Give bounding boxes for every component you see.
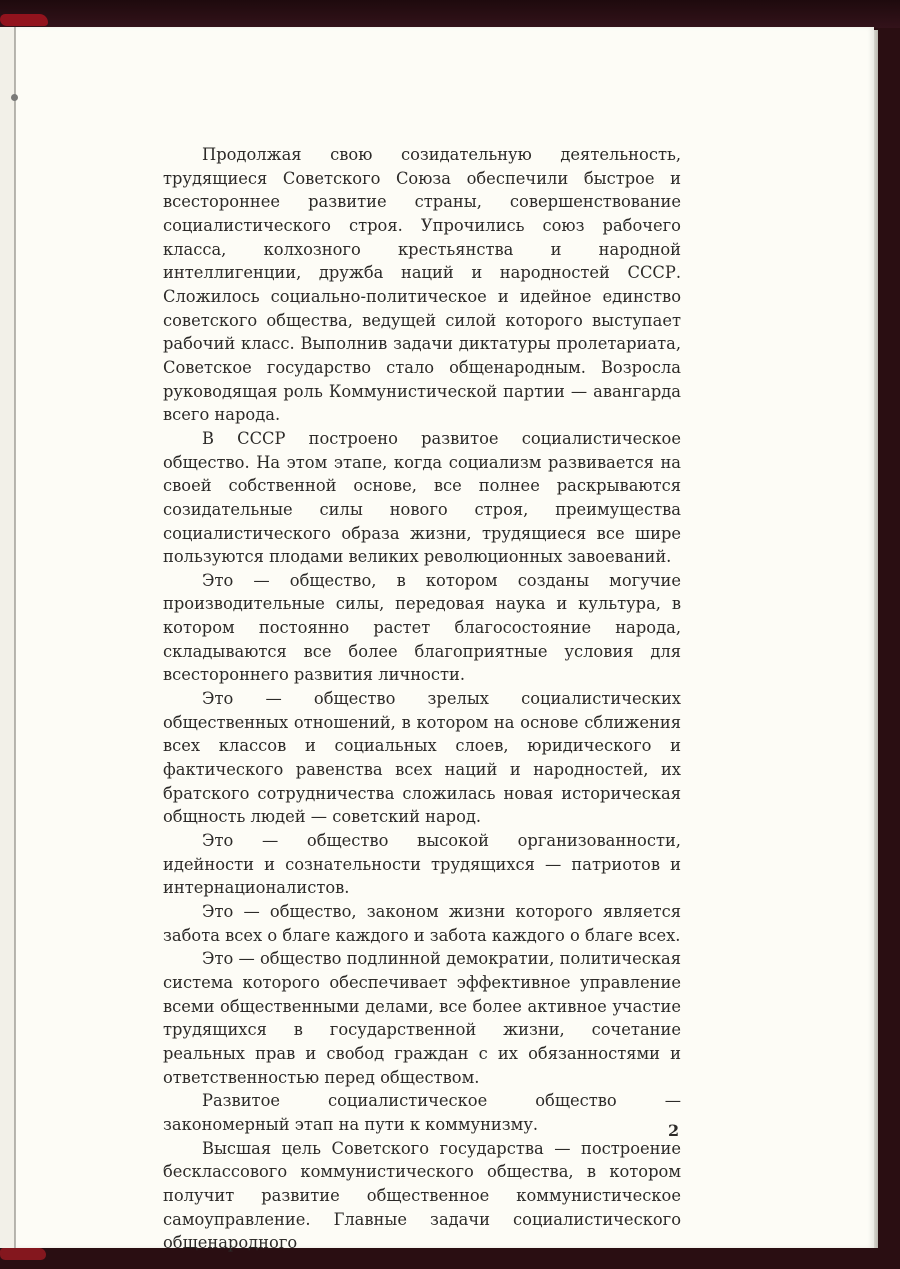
paragraph: В СССР построено развитое социалистическое общество. На этом этапе, когда социализм развивается на своей собственной основе, все полнее раскрываются созидательные силы нового строя, преимущества социалистического образа жизни, трудящиеся все шире пользуются плодами великих революционных завоеваний.: [163, 428, 681, 567]
book-cover-top: [0, 0, 900, 28]
paragraph: Это — общество высокой организованности, идейности и сознательности трудящихся — патриотов и интернационалистов.: [163, 831, 681, 898]
paragraph: Это — общество подлинной демократии, политическая система которого обеспечивает эффективное управление всеми общественными делами, все более активное участие трудящихся в государственной жизни, сочетание реальных прав и свобод граждан с их обязанностями и ответственностью перед обществом.: [163, 949, 681, 1087]
paragraph: Это — общество, законом жизни которого является забота всех о благе каждого и забота каждого о благе всех.: [163, 902, 681, 945]
page-number: 2: [668, 1121, 680, 1140]
paragraph: Это — общество зрелых социалистических общественных отношений, в котором на основе сближения всех классов и социальных слоев, юридического и фактического равенства всех наций и народностей, их братского сотрудничества сложилась новая историческая общность людей — советский народ.: [163, 689, 681, 827]
previous-page-edge: [0, 27, 14, 1248]
paragraph: Продолжая свою созидательную деятельность, трудящиеся Советского Союза обеспечили быстрое и всестороннее развитие страны, совершенствование социалистического строя. Упрочились союз рабочего класса, колхозного крестьянства и народной интеллигенции, дружба наций и народностей СССР. Сложилось социально-политическое и идейное единство советского общества, ведущей силой которого выступает рабочий класс. Выполнив задачи диктатуры пролетариата, Советское государство стало общенародным. Возросла руководящая роль Коммунистической партии — авангарда всего народа.: [163, 145, 681, 425]
body-text: [163, 143, 681, 1255]
bookmark-ribbon: [0, 14, 48, 26]
paragraph: Развитое социалистическое общество — закономерный этап на пути к коммунизму.: [163, 1091, 681, 1134]
bookmark-ribbon-end: [0, 1248, 46, 1260]
paragraph: Высшая цель Советского государства — построение бесклассового коммунистического общества, в котором получит развитие общественное коммунистическое самоуправление. Главные задачи социалистического общенародного: [163, 1138, 681, 1253]
page-stack-edge: [874, 30, 878, 1248]
binding-stitch: [11, 94, 18, 101]
book-page: [0, 27, 874, 1253]
paragraph: Это — общество, в котором созданы могучие производительные силы, передовая наука и культура, в котором постоянно растет благосостояние народа, складываются все более благоприятные условия для всестороннего развития личности.: [163, 570, 681, 685]
page-gutter: [14, 27, 16, 1248]
